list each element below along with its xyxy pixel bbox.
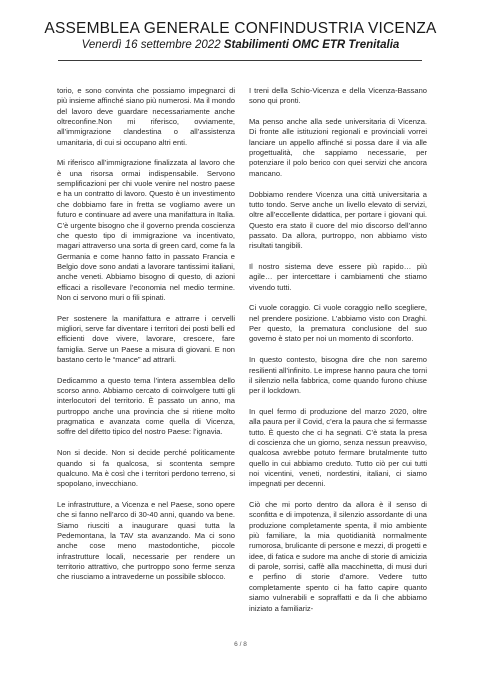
paragraph: In quel fermo di produzione del marzo 2020, oltre alla paura per il Covid, c’era la paura che si fermasse tutto. È questo che ci ha segnati. C’è stata la presa di coscienza che un giorno, senza nessun preavviso, qualcosa avrebbe potuto fermare brutalmente tutto quello in cui abbiamo creduto. Tutto ciò per cui tutti noi vicentini, veneti, nordestini, italiani, ci siamo impegnati per decenni.: [249, 406, 427, 489]
paragraph: Non si decide. Non si decide perché politicamente quando si fa qualcosa, si scontenta sempre qualcuno. Ma è così che i territori perdono terreno, si spopolano, invecchiano.: [57, 448, 235, 489]
paragraph: Ciò che mi porto dentro da allora è il senso di sconfitta e di impotenza, il silenzio assordante di una produzione completamente spenta, il mio ambiente più familiare, la mia quotidianità normalmente rumorosa, brulicante di persone e mezzi, di progetti e idee, di fatica e sudore ma anche di storie di amicizia di parole, sorrisi, caffè alla macchinetta, di musi duri e perfino di storie d’amore. Vedere tutto completamente spento ci ha fatto capire quanto siamo vulnerabili e sopraffatti e da lì che abbiamo iniziato a familiariz-: [249, 500, 427, 613]
paragraph: torio, e sono convinta che possiamo impegnarci di più insieme affinché siano più numerosi. Ma il mondo del lavoro deve guardare necessariamente anche oltreconfine.Non mi riferisco, ovviamente, all’immigrazione clandestina o all’assistenza umanitaria, di cui si occupano altri enti.: [57, 86, 235, 147]
paragraph: Mi riferisco all’immigrazione finalizzata al lavoro che è una risorsa ormai indispensabile. Servono semplificazioni per chi vuole venire nel nostro paese e ha un contratto di lavoro. Questo è un investimento che dobbiamo fare in fretta se vogliamo avere un futuro e continuare ad avere una manifattura in Italia. C’è urgente bisogno che il governo prenda coscienza che questo tipo di immigrazione va incentivato, magari attraverso una sorta di green card, come fa la Germania e come hanno fatto in passato Francia e Belgio dove sono andati a lavorare tantissimi italiani, anche veneti. Abbiamo bisogno di questo, di azioni efficaci a risollevare l’economia nel medio termine. Non ci servono muri o fili spinati.: [57, 158, 235, 302]
paragraph: Il nostro sistema deve essere più rapido… più agile… per intercettare i cambiamenti che stiamo vivendo tutti.: [249, 261, 427, 292]
right-column: [249, 86, 427, 624]
document-title: ASSEMBLEA GENERALE CONFINDUSTRIA VICENZA: [44, 20, 437, 37]
header-divider: [58, 60, 422, 61]
event-venue: Stabilimenti OMC ETR Trenitalia: [223, 39, 400, 51]
paragraph: Ci vuole coraggio. Ci vuole coraggio nello scegliere, nel prendere posizione. L’abbiamo visto con Draghi. Per questo, la prematura conclusione del suo governo è stato per noi un momento di sconforto.: [249, 303, 427, 344]
document-subtitle: [0, 38, 481, 53]
paragraph: Per sostenere la manifattura e attrarre i cervelli migliori, serve far diventare i territori dei posti belli ed efficienti dove vivere, lavorare, crescere, fare famiglia. Serve un Paese a misura di giovani. E non bastano certo le “mance” ad attrarli.: [57, 313, 235, 365]
paragraph: Dobbiamo rendere Vicenza una città universitaria a tutto tondo. Serve anche un livello elevato di servizi, oltre all’eccellente didattica, per portare i giovani qui. Questo era stato il cuore del mio discorso dell’anno passato. Da allora, purtroppo, non abbiamo visto risultati tangibili.: [249, 189, 427, 251]
paragraph: Le infrastrutture, a Vicenza e nel Paese, sono opere che si fanno nell’arco di 30-40 anni, quando va bene. Siamo riusciti a inaugurare quasi tutta la Pedemontana, la TAV sta avanzando. Ma ci sono anche cose meno mastodontiche, piccole infrastrutture locali, necessarie per rendere un territorio attrattivo, che purtroppo sono ferme senza che riusciamo a intravederne un possibile sblocco.: [57, 499, 235, 582]
event-date: Venerdì 16 settembre 2022: [81, 39, 221, 51]
paragraph: Ma penso anche alla sede universitaria di Vicenza. Di fronte alle istituzioni regionali e provinciali vorrei lanciare un appello affinché si possa dare il via alle progettualità, che sappiamo necessarie, per potenziare il polo berico con quei servizi che ancora mancano.: [249, 117, 427, 178]
page-number: 6 / 8: [234, 641, 247, 648]
left-column: [57, 86, 235, 593]
page-header: [0, 20, 481, 53]
paragraph: In questo contesto, bisogna dire che non saremo resilienti all’infinito. Le imprese hanno paura che torni il silenzio nella fabbrica, come quando furono chiuse per il lockdown.: [249, 355, 427, 396]
paragraph: Dedicammo a questo tema l’intera assemblea dello scorso anno. Abbiamo cercato di coinvolgere tutti gli interlocutori del territorio. È passato un anno, ma purtroppo anche una provincia che si ritiene molto pragmatica e avanzata come quella di Vicenza, soffre del difetto tipico del nostro Paese: l’ignavia.: [57, 375, 235, 437]
paragraph: I treni della Schio-Vicenza e della Vicenza-Bassano sono qui pronti.: [249, 86, 427, 106]
